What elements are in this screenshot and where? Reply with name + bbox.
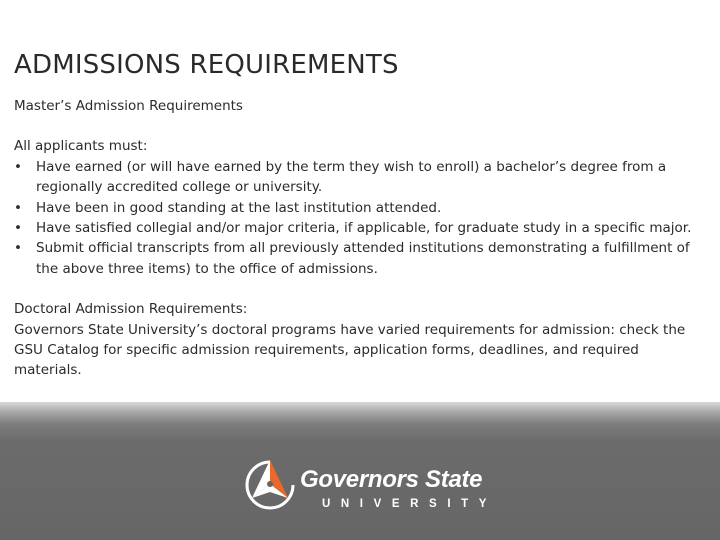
- bullet: •: [14, 220, 22, 237]
- doctoral-body: Governors State University’s doctoral programs have varied requirements for admission: check the GSU Catalog for specific admission requirements, application forms, deadlines, and required materials.: [14, 321, 686, 379]
- requirement-text: Have been in good standing at the last institution attended.: [36, 199, 442, 216]
- logo-name: Governors State: [300, 466, 483, 493]
- doctoral-heading: Doctoral Admission Requirements:: [14, 301, 248, 318]
- list-item: [14, 218, 694, 238]
- list-item: [14, 157, 694, 198]
- content-area: [14, 96, 694, 381]
- requirement-text: Have earned (or will have earned by the term they wish to enroll) a bachelor’s degree from a regionally accredited college or university.: [36, 158, 667, 196]
- bullet: •: [14, 199, 22, 216]
- bullet: •: [14, 240, 22, 257]
- requirement-text: Submit official transcripts from all previously attended institutions demonstrating a fulfillment of the above three items) to the office of admissions.: [36, 240, 690, 277]
- gsu-logo: [244, 458, 504, 518]
- spacer: [14, 279, 694, 299]
- list-item: [14, 198, 694, 218]
- bullet: •: [14, 158, 22, 175]
- masters-intro: All applicants must:: [14, 138, 148, 155]
- requirements-list: [14, 157, 694, 279]
- masters-heading: Master’s Admission Requirements: [14, 98, 243, 114]
- gsu-prairie-logo-icon: [244, 458, 296, 512]
- slide-title: ADMISSIONS REQUIREMENTS: [14, 50, 399, 80]
- list-item: [14, 238, 694, 279]
- spacer: [14, 116, 694, 136]
- requirement-text: Have satisfied collegial and/or major criteria, if applicable, for graduate study in a specific major.: [36, 220, 692, 237]
- logo-subtitle: UNIVERSITY: [322, 498, 498, 510]
